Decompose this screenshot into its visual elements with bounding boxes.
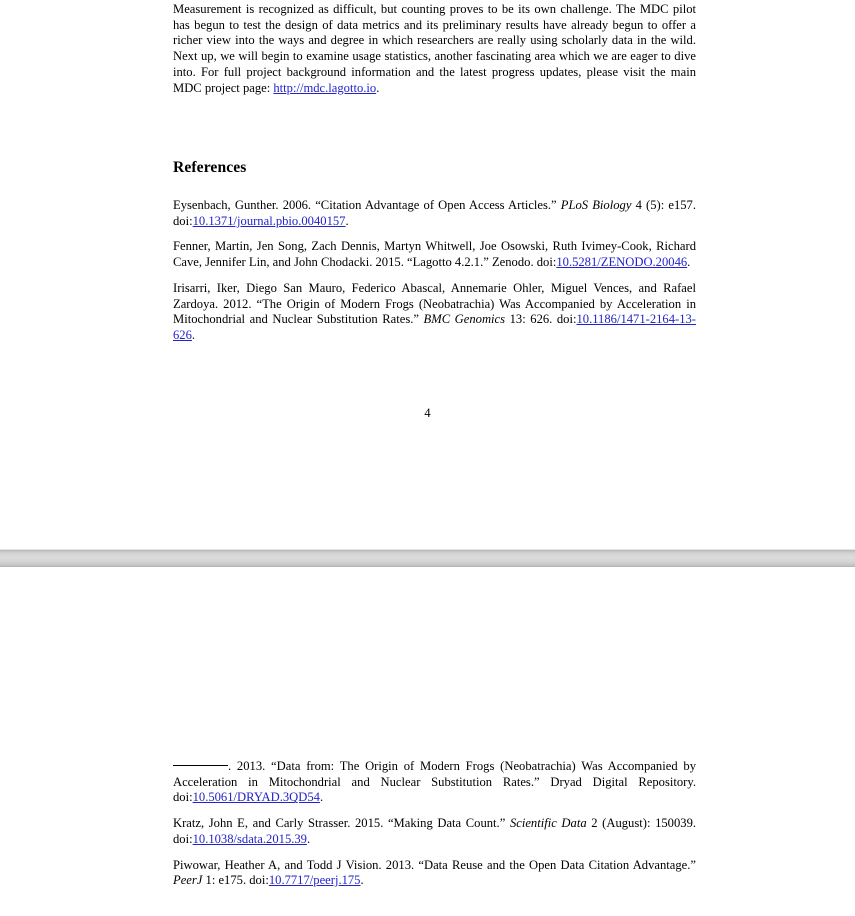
reference-text-mid: 4 (5): e157. doi: <box>173 198 696 228</box>
reference-journal-italic: PLoS Biology <box>560 198 632 212</box>
reference-journal-italic: PeerJ <box>173 873 203 888</box>
reference-doi-link[interactable]: 10.1371/journal.pbio.0040157 <box>192 213 346 228</box>
reference-text-pre: Kratz, John E, and Carly Strasser. 2015. “Making Data Count.” <box>173 816 510 831</box>
reference-entry <box>173 239 696 270</box>
reference-list-lower <box>173 759 696 899</box>
reference-text-post: . <box>306 831 311 846</box>
reference-doi-link[interactable]: 10.1038/sdata.2015.39 <box>192 831 307 846</box>
reference-doi-link[interactable]: 10.5061/DRYAD.3QD54 <box>192 790 320 805</box>
reference-text-pre: Eysenbach, Gunther. 2006. “Citation Advantage of Open Access Articles.” <box>173 198 561 212</box>
reference-entry <box>173 858 696 889</box>
reference-journal-italic: BMC Genomics <box>423 312 506 327</box>
reference-text-post: . <box>319 790 324 805</box>
page-separator-band <box>0 549 855 567</box>
reference-text-post: . <box>687 255 691 270</box>
reference-list-upper <box>173 198 696 354</box>
reference-doi-link[interactable]: 10.1186/1471-2164-13-626 <box>173 312 696 342</box>
reference-text-pre: . 2013. “Data from: The Origin of Modern Frogs (Neobatrachia) Was Accompanied by Acceleration in Mitochondrial and Nuclear Substitution Rates.” Dryad Digital Repository. doi: <box>173 759 696 805</box>
reference-doi-link[interactable]: 10.7717/peerj.175 <box>268 873 361 888</box>
reference-text-mid: 13: 626. doi: <box>505 312 577 327</box>
reference-entry <box>173 281 696 344</box>
mdc-project-link[interactable]: http://mdc.lagotto.io <box>273 80 377 95</box>
reference-journal-italic: Scientific Data <box>509 816 587 831</box>
reference-text-post: . <box>191 327 196 342</box>
reference-doi-link[interactable]: 10.5281/ZENODO.20046 <box>556 255 688 270</box>
pdf-page-lower <box>0 567 855 916</box>
reference-entry <box>173 759 696 806</box>
body-paragraph-block <box>173 2 696 96</box>
reference-text-post: . <box>360 873 364 888</box>
repeated-author-emdash-rule <box>173 765 228 766</box>
reference-text-pre: Piwowar, Heather A, and Todd J Vision. 2013. “Data Reuse and the Open Data Citation Advantage.” <box>173 857 696 872</box>
references-heading-block <box>173 159 696 177</box>
body-paragraph-tail: . <box>376 80 380 95</box>
reference-text-post: . <box>345 213 349 228</box>
body-paragraph <box>173 2 696 96</box>
body-paragraph-text: Measurement is recognized as difficult, but counting proves to be its own challenge. The MDC pilot has begun to test the design of data metrics and its preliminary results have already begun to offer a richer view into the ways and degree in which researchers are really using scholarly data in the wild. Next up, we will begin to examine usage statistics, another fascinating area which we are eager to dive into. For full project background information and the latest progress updates, please visit the main MDC project page: <box>173 2 696 95</box>
page-number: 4 <box>424 406 431 420</box>
reference-text-mid: 2 (August): 150039. doi: <box>173 816 697 846</box>
reference-text-mid: 1: e175. doi: <box>202 873 269 888</box>
reference-text-pre: Irisarri, Iker, Diego San Mauro, Federico Abascal, Annemarie Ohler, Miguel Vences, and Rafael Zardoya. 2012. “The Origin of Modern Frogs (Neobatrachia) Was Accompanied by Acceleration in Mitochondrial and Nuclear Substitution Rates.” <box>173 280 696 327</box>
references-heading: References <box>173 159 247 176</box>
reference-entry <box>173 816 696 847</box>
reference-entry <box>173 198 696 229</box>
reference-text-pre: Fenner, Martin, Jen Song, Zach Dennis, Martyn Whitwell, Joe Osowski, Ruth Ivimey-Cook, Richard Cave, Jennifer Lin, and John Chodacki. 2015. “Lagotto 4.2.1.” Zenodo. doi: <box>173 239 696 270</box>
